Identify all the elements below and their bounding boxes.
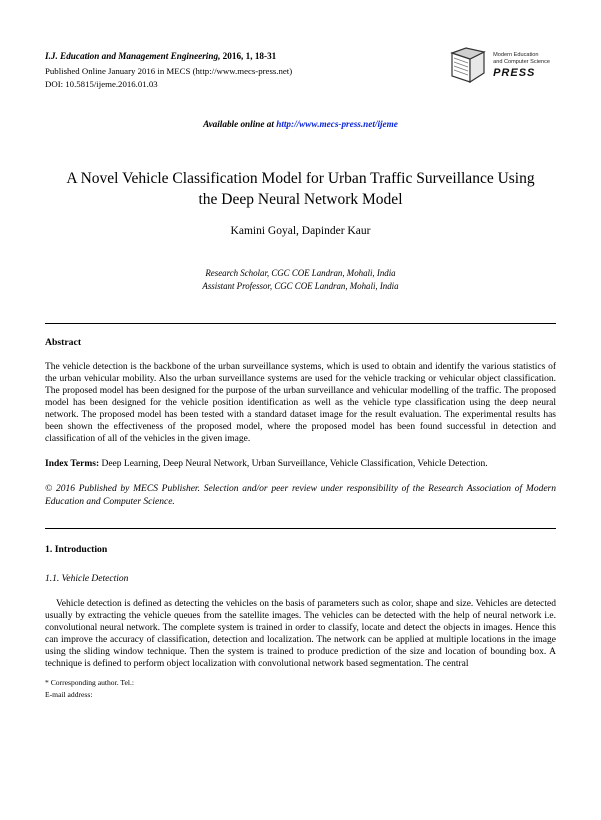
affiliation-1: Research Scholar, CGC COE Landran, Mohali, India bbox=[205, 267, 396, 278]
available-online-line bbox=[45, 119, 556, 129]
email-note: E-mail address: bbox=[45, 689, 93, 699]
logo-line-1: Modern Education bbox=[493, 52, 539, 58]
index-terms-label: Index Terms: bbox=[45, 459, 100, 470]
affiliation-2: Assistant Professor, CGC COE Landran, Mohali, India bbox=[202, 280, 399, 291]
abstract-section bbox=[45, 337, 556, 508]
logo-line-2: and Computer Science bbox=[493, 58, 550, 65]
published-line: Published Online January 2016 in MECS (http://www.mecs-press.net) bbox=[45, 66, 293, 77]
book-icon bbox=[443, 46, 489, 93]
index-terms bbox=[45, 458, 556, 470]
introduction-section bbox=[45, 544, 556, 671]
mecs-press-logo bbox=[443, 46, 550, 93]
affiliations bbox=[45, 267, 556, 293]
index-terms-text: Deep Learning, Deep Neural Network, Urban Surveillance, Vehicle Classification, Vehicle Detection. bbox=[99, 459, 488, 470]
logo-text bbox=[493, 46, 550, 79]
available-online-prefix: Available online at bbox=[203, 119, 277, 129]
abstract-heading: Abstract bbox=[45, 336, 82, 348]
subsection-heading-vehicle-detection: 1.1. Vehicle Detection bbox=[45, 573, 129, 584]
abstract-paragraph: The vehicle detection is the backbone of the urban surveillance systems, which is used to obtain and identify the various statistics of the urban vehicular mobility. Also the urban surveillance systems are used for the vehicle tracking or vehicular object classification. The proposed model has been designed for the purpose of the urban surveillance and vehicular modelling of the traffic. The proposed model has been designed for the vehicle position identification as well as the vehicle type classification using the deep neural network. The proposed model has been tested with a standard dataset image for the result evaluation. The experimental results has been shown the effectiveness of the proposed model, where the proposed model has been found successful in detection and classification of all of the vehicles in the given image. bbox=[45, 361, 556, 445]
journal-name: I.J. Education and Management Engineering, bbox=[45, 51, 221, 61]
journal-issue: 2016, 1, 18-31 bbox=[220, 51, 277, 61]
doi-line: DOI: 10.5815/ijeme.2016.01.03 bbox=[45, 79, 158, 90]
divider-mid bbox=[45, 528, 556, 529]
corresponding-author-note: * Corresponding author. Tel.: bbox=[45, 678, 134, 688]
footnote-block bbox=[45, 677, 556, 700]
page-title: A Novel Vehicle Classification Model for Urban Traffic Surveillance Using the Deep Neural Network Model bbox=[66, 170, 535, 208]
logo-press-label: PRESS bbox=[493, 67, 536, 80]
journal-info bbox=[45, 46, 292, 91]
journal-header bbox=[45, 46, 556, 93]
authors-line: Kamini Goyal, Dapinder Kaur bbox=[230, 224, 371, 237]
copyright-notice: © 2016 Published by MECS Publisher. Selection and/or peer review under responsibility of the Research Association of Modern Education and Computer Science. bbox=[45, 484, 556, 507]
journal-citation bbox=[45, 50, 292, 63]
journal-url-link[interactable]: http://www.mecs-press.net/ijeme bbox=[276, 119, 398, 129]
section-heading-introduction: 1. Introduction bbox=[45, 543, 108, 555]
introduction-paragraph: Vehicle detection is defined as detecting the vehicles on the basis of parameters such as color, shape and size. Vehicles are detected usually by extracting the vehicle queues from the satellite images. The vehicles can be detected with the help of neural network i.e. convolutional neural network. The complete system is trained in order to classify, locate and detect the objects in images. Hence this can improve the accuracy of classification, detection and localization. The network can be applied at multiple locations in the image using the sliding window technique. Then the system is trained to produce prediction of the size and location of bounding box. A technique is defined to perform object localization with convolutional network based segmentation. The central bbox=[45, 598, 556, 670]
divider-top bbox=[45, 323, 556, 324]
